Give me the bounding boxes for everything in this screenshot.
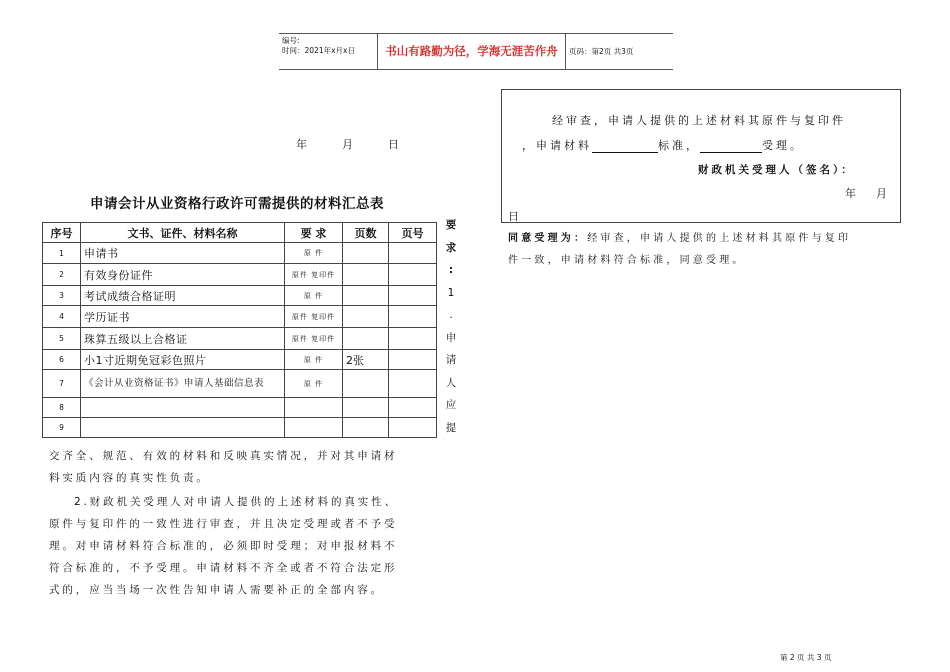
vertical-char: 应: [445, 399, 457, 411]
requirement: 原件 复印件: [285, 328, 343, 350]
agree-paragraph: [508, 228, 900, 272]
requirement: 原 件: [285, 286, 343, 306]
text-line: 交齐全、规范、有效的材料和反映真实情况，并对其申请材: [49, 450, 398, 462]
table-row: [43, 243, 437, 264]
requirement: [285, 418, 343, 438]
text-line: 料实质内容的真实性负责。: [49, 472, 210, 484]
day-label: 日: [508, 210, 522, 223]
materials-table: [42, 222, 437, 438]
table-row: [43, 286, 437, 306]
page-number: [389, 328, 437, 350]
text-line: 理。对申请材料符合标准的，必须即时受理；对申报材料不: [49, 540, 398, 552]
material-name: [81, 418, 285, 438]
text-line: 2.财政机关受理人对申请人提供的上述材料的真实性、: [49, 496, 398, 508]
signer-label: 财政机关受理人（签名）：: [698, 164, 855, 176]
header-cell: 序号: [43, 223, 81, 243]
row-number: 4: [43, 306, 81, 328]
material-name: 考试成绩合格证明: [81, 286, 285, 306]
review-line-2: [522, 137, 804, 153]
text-line: 式的，应当当场一次性告知申请人需要补正的全部内容。: [49, 584, 384, 596]
document-title: 申请会计从业资格行政许可需提供的材料汇总表: [90, 196, 384, 212]
row-number: 5: [43, 328, 81, 350]
header-cell: 要 求: [285, 223, 343, 243]
table-header-row: [43, 223, 437, 243]
date-line: 年 月 日: [296, 138, 399, 151]
page-count: 2张: [343, 350, 389, 370]
material-name: 小1寸近期免冠彩色照片: [81, 350, 285, 370]
page-number: [389, 398, 437, 418]
review-text: 受理。: [762, 139, 804, 152]
page-footer: 第 2 页 共 3 页: [780, 653, 832, 662]
requirement: 原件 复印件: [285, 264, 343, 286]
page-number: [389, 286, 437, 306]
vertical-char: .: [449, 309, 453, 321]
text-line: 原件与复印件的一致性进行审查，并且决定受理或者不予受: [49, 518, 398, 530]
blank-field: [700, 152, 762, 153]
row-number: 9: [43, 418, 81, 438]
agree-text: 经审查，申请人提供的上述材料其原件与复印: [587, 233, 852, 244]
text-line: [508, 228, 900, 250]
review-text: 标准，: [658, 139, 700, 152]
requirement: 原 件: [285, 350, 343, 370]
page-count: [343, 328, 389, 350]
row-number: 1: [43, 243, 81, 264]
page-count: [343, 286, 389, 306]
table-row: [43, 398, 437, 418]
vertical-char: 要: [445, 219, 457, 231]
row-number: 3: [43, 286, 81, 306]
page-count: [343, 264, 389, 286]
requirement: 原 件: [285, 370, 343, 398]
material-name: [81, 398, 285, 418]
review-text: ，申请材料: [522, 139, 592, 152]
page-count: [343, 418, 389, 438]
header-cell: 页号: [389, 223, 437, 243]
number-label: 编号:: [282, 36, 300, 45]
vertical-requirement-text: [442, 214, 460, 439]
vertical-char: 提: [445, 421, 457, 434]
vertical-char: :: [448, 264, 454, 276]
text-line: 件一致，申请材料符合标准，同意受理。: [508, 255, 746, 266]
paragraph-1: [49, 445, 459, 489]
requirement: 原 件: [285, 243, 343, 264]
page-count: [343, 398, 389, 418]
blank-field: [592, 152, 658, 153]
agree-label: 同意受理为：: [508, 233, 588, 244]
header-cell: 页数: [343, 223, 389, 243]
table-row: [43, 370, 437, 398]
time-label: 时间：2021年x月x日: [282, 46, 355, 55]
header-meta: [279, 34, 378, 69]
year-label: 年: [845, 187, 859, 200]
page-number: [389, 306, 437, 328]
page-count: [343, 370, 389, 398]
page-number: [389, 243, 437, 264]
table-row: [43, 328, 437, 350]
month-label: 月: [876, 187, 890, 200]
vertical-char: 请: [445, 354, 457, 366]
table-row: [43, 418, 437, 438]
page-number: [389, 264, 437, 286]
vertical-char: 申: [445, 331, 457, 344]
page-number: [389, 418, 437, 438]
page-number: [389, 350, 437, 370]
paragraph-2: [49, 491, 459, 601]
material-name: 学历证书: [81, 306, 285, 328]
row-number: 2: [43, 264, 81, 286]
table-row: [43, 350, 437, 370]
material-name: 有效身份证件: [81, 264, 285, 286]
page-header: [279, 33, 673, 70]
table-row: [43, 264, 437, 286]
vertical-char: 求: [445, 241, 457, 254]
row-number: 8: [43, 398, 81, 418]
material-name: 《会计从业资格证书》申请人基础信息表: [81, 370, 285, 398]
header-page-label: 页码：第2页 共3页: [569, 47, 634, 56]
review-box: [501, 89, 901, 223]
vertical-char: 人: [445, 376, 457, 389]
material-name: 申请书: [81, 243, 285, 264]
table-row: [43, 306, 437, 328]
text-line: 符合标准的，不予受理。申请材料不齐全或者不符合法定形: [49, 562, 398, 574]
page-number: [389, 370, 437, 398]
header-cell: 文书、证件、材料名称: [81, 223, 285, 243]
vertical-char: 1: [447, 286, 455, 299]
header-slogan: 书山有路勤为径，学海无涯苦作舟: [378, 34, 566, 69]
row-number: 6: [43, 350, 81, 370]
page-count: [343, 243, 389, 264]
requirement: 原件 复印件: [285, 306, 343, 328]
page-count: [343, 306, 389, 328]
review-line-1: 经审查，申请人提供的上述材料其原件与复印件: [552, 114, 846, 127]
material-name: 珠算五级以上合格证: [81, 328, 285, 350]
row-number: 7: [43, 370, 81, 398]
requirement: [285, 398, 343, 418]
